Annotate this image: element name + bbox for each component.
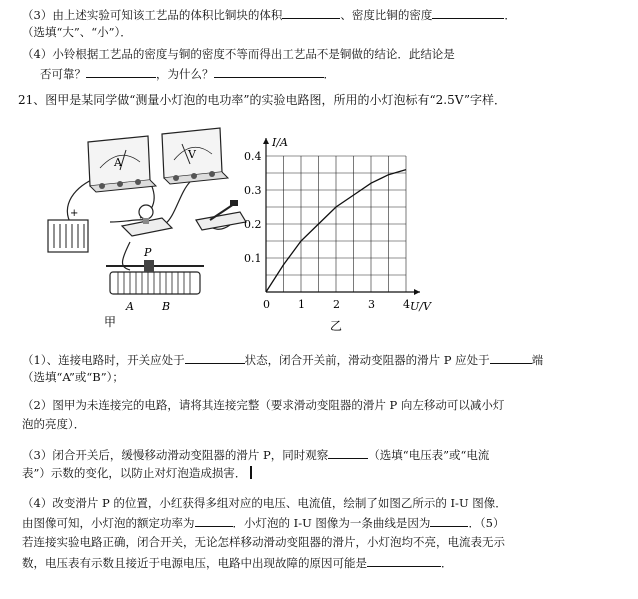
x-tick-label: 0	[263, 298, 270, 311]
chart-ylabel: I/A	[272, 136, 288, 149]
ammeter	[88, 136, 156, 192]
x-axis-arrow	[414, 289, 420, 295]
x-tick-label: 2	[333, 298, 340, 311]
text-cursor	[250, 466, 252, 479]
q4-blank-reason[interactable]	[214, 66, 324, 78]
q3-blank-density[interactable]	[432, 7, 504, 19]
voltmeter-terminal-2[interactable]	[191, 173, 197, 179]
q21-4-blank-power[interactable]	[195, 515, 233, 527]
q21-stem: 21、图甲是某同学做“测量小灯泡的电功率”的实验电路图，所用的小灯泡标有“2.5V”字样．	[18, 93, 507, 107]
q21-1-blank-switch-state[interactable]	[185, 352, 245, 364]
q21-3-line1	[22, 447, 489, 463]
y-tick-label: 0.4	[244, 150, 262, 163]
y-tick-label: 0.1	[244, 252, 262, 265]
q21-1-text-2: 状态，闭合开关前，滑动变阻器的滑片 P 应处于	[244, 353, 490, 367]
rheostat	[106, 246, 204, 313]
q21-2-line2	[22, 417, 85, 432]
q3-text-4: （选填“大”、“小”）．	[22, 25, 132, 39]
chart-caption: 乙	[330, 319, 343, 333]
q21-5-text-1: 若连接实验电路正确，闭合开关，无论怎样移动滑动变阻器的滑片，小灯泡均不亮，电流表无示	[22, 535, 505, 549]
terminal-b-label: B	[162, 300, 171, 313]
q21-3-text-2: （选填“电压表”或“电流	[368, 448, 490, 462]
switch	[196, 200, 246, 230]
q3-blank-volume[interactable]	[282, 7, 340, 19]
voltmeter-terminal-3[interactable]	[209, 171, 215, 177]
q3-line1	[22, 7, 516, 23]
q21-2-text-1: （2）图甲为未连接完的电路，请将其连接完整（要求滑动变阻器的滑片 P 向左移动可以减小灯	[22, 398, 505, 412]
q21-5-text-3: ．	[441, 556, 453, 570]
q21-1-blank-slider-end[interactable]	[490, 352, 532, 364]
q21-4-line1	[22, 496, 507, 511]
voltmeter-label: V	[188, 148, 196, 161]
wire-lamp-voltmeter	[165, 182, 190, 224]
q21-2-line1	[22, 398, 504, 413]
q4-line1	[22, 47, 455, 62]
q4-text-4: ．	[323, 67, 335, 81]
q21-3-blank-meter[interactable]	[328, 447, 368, 459]
terminal-a-label: A	[126, 300, 134, 313]
q4-text-3: ，为什么？	[156, 67, 214, 81]
q21-4-text-4: ．（5）	[468, 516, 505, 530]
slider-label: P	[144, 246, 152, 259]
q21-4-text-2: 由图像可知，小灯泡的额定功率为	[22, 516, 195, 530]
q21-4-text-1: （4）改变滑片 P 的位置，小红获得多组对应的电压、电流值，绘制了如图乙所示的 I-U 图像．	[22, 496, 507, 510]
y-tick-label: 0.3	[244, 184, 262, 197]
q21-2-text-2: 泡的亮度）．	[22, 417, 86, 431]
figure-caption-jia: 甲	[104, 315, 117, 329]
y-axis-arrow	[263, 138, 269, 144]
q21-4-line2	[22, 515, 505, 531]
q21-1-text-3: 端	[531, 353, 544, 367]
q21-5-line1	[22, 535, 505, 550]
q21-3-line2	[22, 466, 252, 481]
chart-xlabel: U/V	[410, 300, 431, 313]
q21-4-blank-reason[interactable]	[430, 515, 468, 527]
q21-5-blank-fault[interactable]	[367, 555, 441, 567]
ammeter-terminal-3[interactable]	[135, 179, 141, 185]
ammeter-terminal-2[interactable]	[117, 181, 123, 187]
q3-text-3: ．	[504, 8, 516, 22]
circuit-figure	[40, 122, 260, 332]
q21-1-line2	[22, 370, 124, 385]
x-tick-label: 3	[368, 298, 375, 311]
q3-text-1: （3）由上述实验可知该工艺品的体积比铜块的体积	[22, 8, 283, 22]
q3-text-2: 、密度比铜的密度	[340, 8, 433, 22]
q21-3-text-3: 表”）示数的变化，以防止对灯泡造成损害．	[22, 466, 247, 480]
q21-3-text-1: （3）闭合开关后，缓慢移动滑动变阻器的滑片 P，同时观察	[22, 448, 329, 462]
voltmeter	[162, 128, 228, 184]
x-tick-label: 4	[403, 298, 410, 311]
q21-5-text-2: 数，电压表有示数且接近于电源电压，电路中出现故障的原因可能是	[22, 556, 367, 570]
q4-text-1: （4）小铃根据工艺品的密度与铜的密度不等而得出工艺品不是铜做的结论．此结论是	[22, 47, 455, 61]
q3-line2	[22, 25, 132, 40]
q21-4-text-3: ．小灯泡的 I-U 图像为一条曲线是因为	[232, 516, 431, 530]
q21-5-line2	[22, 555, 453, 571]
ammeter-terminal-1[interactable]	[99, 183, 105, 189]
rheostat-slider[interactable]	[144, 260, 154, 272]
q21-1-text-1: （1）、连接电路时，开关应处于	[22, 353, 185, 367]
y-tick-label: 0.2	[244, 218, 262, 231]
voltmeter-terminal-1[interactable]	[173, 175, 179, 181]
q4-text-2: 否可靠？	[40, 67, 86, 81]
iu-chart	[244, 120, 434, 335]
chart-axes	[263, 138, 420, 295]
ammeter-label: A	[114, 156, 122, 169]
q4-blank-reliable[interactable]	[86, 66, 156, 78]
q21-1-line1	[22, 352, 543, 368]
x-tick-label: 1	[298, 298, 305, 311]
battery-plus-label: +	[70, 208, 79, 219]
q21-1-text-4: （选填“A”或“B”）；	[22, 370, 124, 384]
q4-line2	[40, 66, 335, 82]
